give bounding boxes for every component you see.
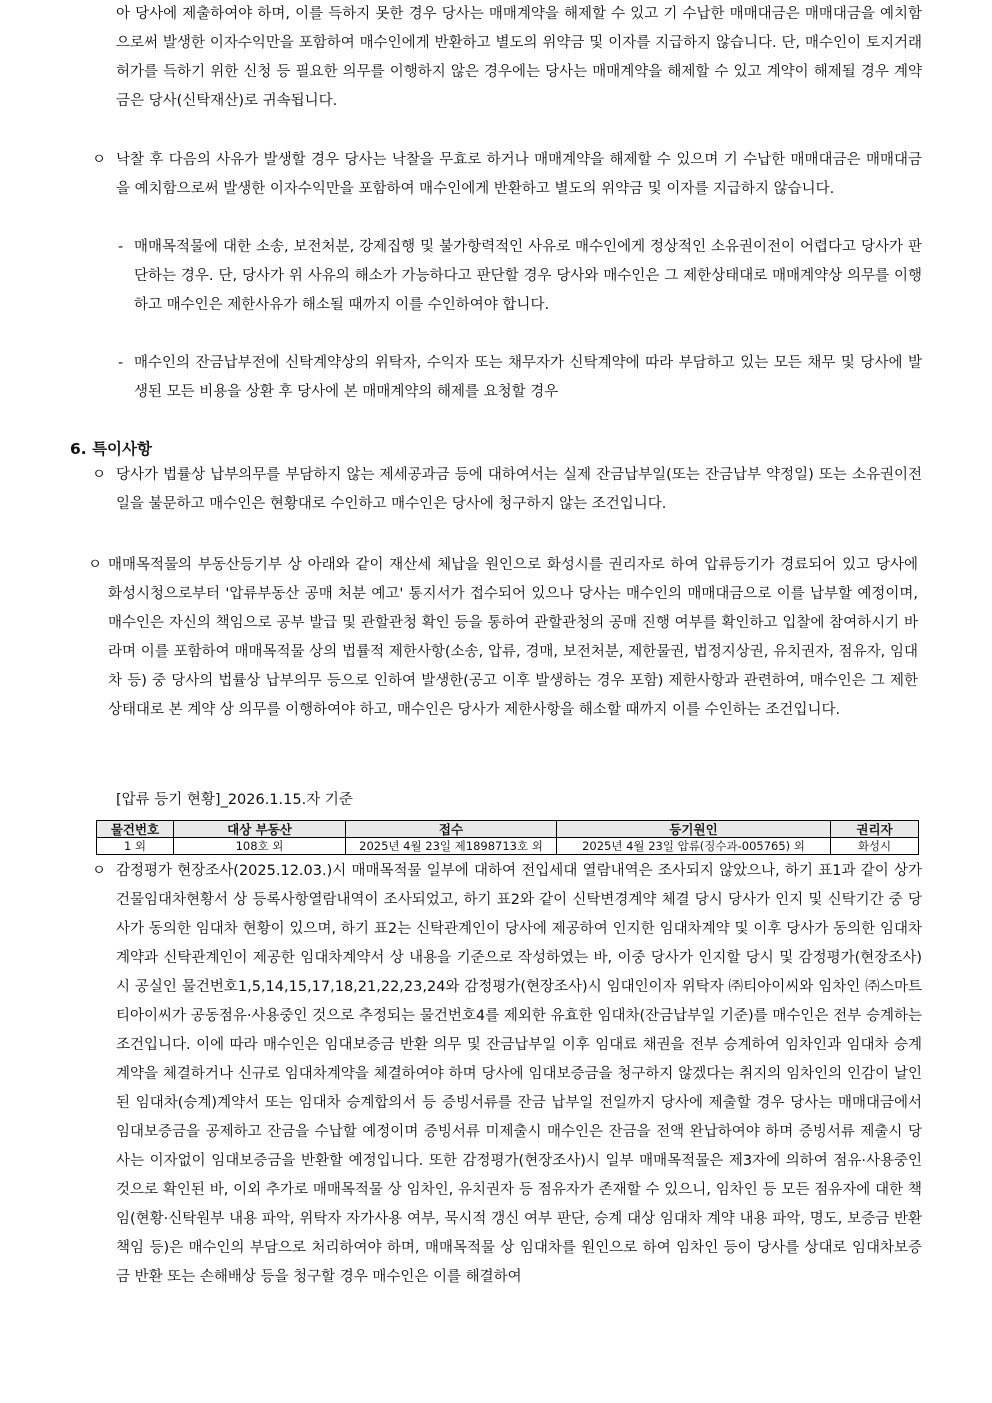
table-caption: [압류 등기 현황]_2026.1.15.자 기준 <box>116 792 353 808</box>
seizure-registration-table <box>96 820 919 855</box>
column-header: 대상 부동산 <box>174 821 346 838</box>
bullet-mark: ㅇ <box>88 557 103 573</box>
bullet-mark: ㅇ <box>92 467 107 483</box>
paragraph-seizure-registration: 매매목적물의 부동산등기부 상 아래와 같이 재산세 체납을 원인으로 화성시를 권리자로 하여 압류등기가 경료되어 있고 당사에 화성시청으로부터 '압류부동산 공매 처분 예고' 통지서가 접수되어 있으나 당사는 매수인의 매매대금으로 이를 납부할 예정이며, 매수인은 자신의 책임으로 공부 발급 및 관할관청 확인 등을 통하여 관할관청의 공매 진행 여부를 확인하고 입찰에 참여하시기 바라며 이를 포함하여 매매목적물 상의 법률적 제한사항(소송, 압류, 경매, 보전처분, 제한물권, 법정지상권, 유치권자, 점유자, 임대차 등) 중 당사의 법률상 납부의무 등으로 인하여 발생한(공고 이후 발생하는 경우 포함) 제한사항과 관련하여, 매수인은 그 제한상태대로 본 계약 상 의무를 이행하여야 하고, 매수인은 당사가 제한사항을 해소할 때까지 이를 수인하는 조건입니다. <box>108 557 918 718</box>
table-cell: 1 외 <box>97 838 174 855</box>
column-header: 물건번호 <box>97 821 174 838</box>
paragraph-cancellation-conditions: 낙찰 후 다음의 사유가 발생할 경우 당사는 낙찰을 무효로 하거나 매매계약을 해제할 수 있으며 기 수납한 매매대금은 매매대금을 예치함으로써 발생한 이자수익만을 포함하여 매수인에게 반환하고 별도의 위약금 및 이자를 지급하지 않습니다. <box>116 152 922 197</box>
table-row <box>97 838 919 855</box>
section-heading: 6. 특이사항 <box>70 440 152 458</box>
column-header: 권리자 <box>831 821 919 838</box>
table-cell: 화성시 <box>831 838 919 855</box>
bullet-mark: ㅇ <box>92 863 107 879</box>
column-header: 접수 <box>346 821 557 838</box>
paragraph-land-permit: 아 당사에 제출하여야 하며, 이를 득하지 못한 경우 당사는 매매계약을 해제할 수 있고 기 수납한 매매대금은 매매대금을 예치함으로써 발생한 이자수익만을 포함하여 매수인에게 반환하고 별도의 위약금 및 이자를 지급하지 않습니다. 단, 매수인이 토지거래허가를 득하기 위한 신청 등 필요한 의무를 이행하지 않은 경우에는 당사는 매매계약을 해제할 수 있고 계약이 해제될 경우 계약금은 당사(신탁재산)로 귀속됩니다. <box>116 6 922 109</box>
table-cell: 108호 외 <box>174 838 346 855</box>
paragraph-appraisal-tenants: 감정평가 현장조사(2025.12.03.)시 매매목적물 일부에 대하여 전입세대 열람내역은 조사되지 않았으나, 하기 표1과 같이 상가건물임대차현황서 상 등록사항열람내역이 조사되었고, 하기 표2와 같이 신탁변경계약 체결 당시 당사가 인지 및 신탁기간 중 당사가 동의한 임대차 현황이 있으며, 하기 표2는 신탁관계인이 당사에 제공하여 인지한 임대차계약 및 이후 당사가 동의한 임대차계약과 신탁관계인이 제공한 임대차계약서 상 내용을 기준으로 작성하였는 바, 이중 당사가 인지할 당시 및 감정평가(현장조사)시 공실인 물건번호1,5,14,15,17,18,21,22,23,24와 감정평가(현장조사)시 임대인이자 위탁자 ㈜티아이씨와 임차인 ㈜스마트티아이씨가 공동점유·사용중인 것으로 추정되는 물건번호4를 제외한 유효한 임대차(잔금납부일 기준)를 매수인은 전부 승계하는 조건입니다. 이에 따라 매수인은 임대보증금 반환 의무 및 잔금납부일 이후 임대료 채권을 전부 승계하여 임차인과 임대차 승계계약을 체결하거나 신규로 임대차계약을 체결하여야 하며 당사에 임대보증금을 청구하지 않겠다는 취지의 임차인의 인감이 날인된 임대차(승계)계약서 또는 임대차 승계합의서 등 증빙서류를 잔금 납부일 전일까지 당사에 제출할 경우 당사는 매매대금에서 임대보증금을 공제하고 잔금을 수납할 예정이며 증빙서류 미제출시 매수인은 잔금을 전액 완납하여야 하며 증빙서류 제출시 당사는 이자없이 임대보증금을 반환할 예정입니다. 또한 감정평가(현장조사)시 일부 매매목적물은 제3자에 의하여 점유·사용중인 것으로 확인된 바, 이외 추가로 매매목적물 상 임차인, 유치권자 등 점유자가 존재할 수 있으니, 임차인 등 모든 점유자에 대한 책임(현황·신탁원부 내용 파악, 위탁자 자가사용 여부, 묵시적 갱신 여부 판단, 승계 대상 임대차 계약 내용 파악, 명도, 보증금 반환 책임 등)은 매수인의 부담으로 처리하여야 하며, 매매목적물 상 임대차를 원인으로 하여 임차인 등이 당사를 상대로 임대차보증금 반환 또는 손해배상 등을 청구할 경우 매수인은 이를 해결하여 <box>116 863 922 1285</box>
dash-mark: - <box>118 355 124 371</box>
column-header: 등기원인 <box>557 821 831 838</box>
table-cell: 2025년 4월 23일 제1898713호 외 <box>346 838 557 855</box>
bullet-mark: ㅇ <box>92 152 107 168</box>
sub-item-trust-termination: 매수인의 잔금납부전에 신탁계약상의 위탁자, 수익자 또는 채무자가 신탁계약에 따라 부담하고 있는 모든 채무 및 당사에 발생된 모든 비용을 상환 후 당사에 본 매매계약의 해제를 요청할 경우 <box>134 355 922 400</box>
sub-item-litigation: 매매목적물에 대한 소송, 보전처분, 강제집행 및 불가항력적인 사유로 매수인에게 정상적인 소유권이전이 어렵다고 당사가 판단하는 경우. 단, 당사가 위 사유의 해소가 가능하다고 판단할 경우 당사와 매수인은 그 제한상태대로 매매계약상 의무를 이행하고 매수인은 제한사유가 해소될 때까지 이를 수인하여야 합니다. <box>134 239 922 313</box>
paragraph-taxes: 당사가 법률상 납부의무를 부담하지 않는 제세공과금 등에 대하여서는 실제 잔금납부일(또는 잔금납부 약정일) 또는 소유권이전일을 불문하고 매수인은 현황대로 수인하고 매수인은 당사에 청구하지 않는 조건입니다. <box>116 467 922 512</box>
table-header-row <box>97 821 919 838</box>
dash-mark: - <box>118 239 124 255</box>
table-cell: 2025년 4월 23일 압류(징수과-005765) 외 <box>557 838 831 855</box>
